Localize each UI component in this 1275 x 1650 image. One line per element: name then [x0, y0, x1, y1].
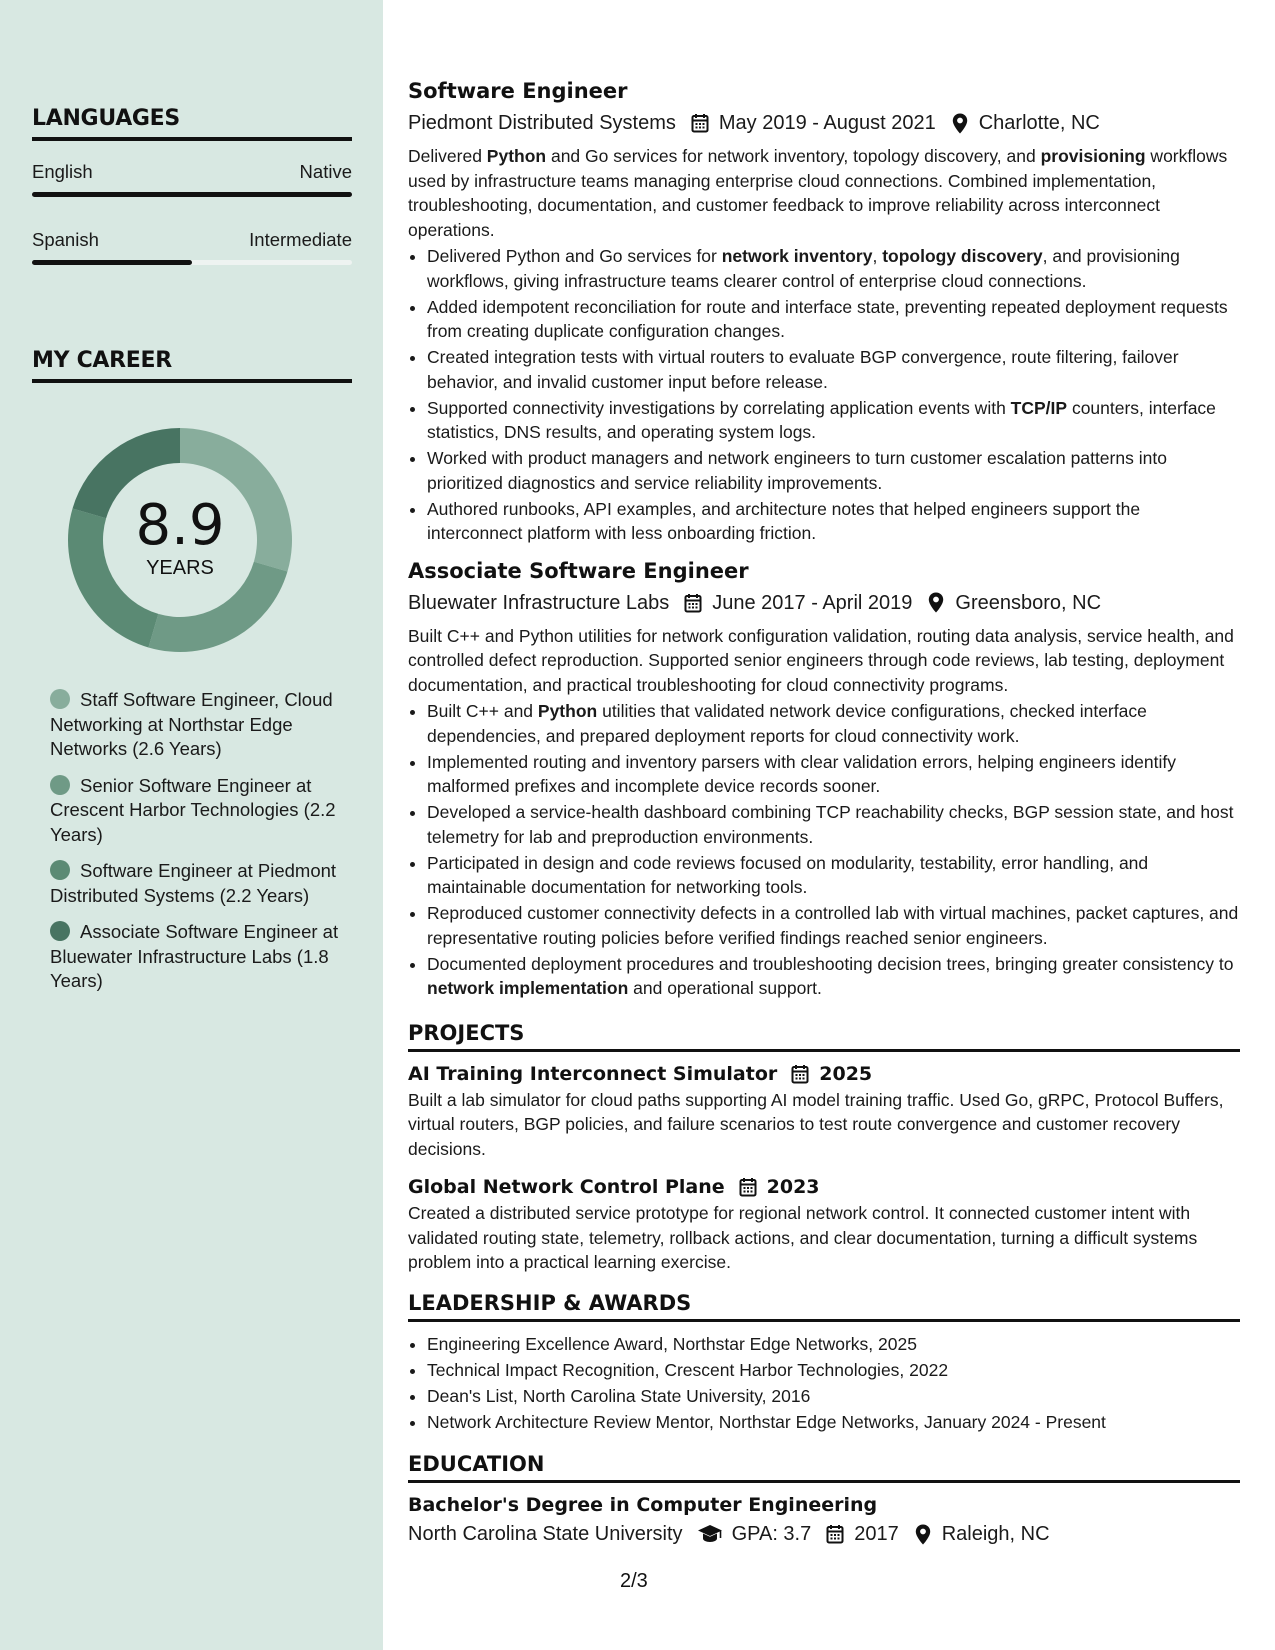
project-year: 2023: [766, 1176, 820, 1198]
job-location: Charlotte, NC: [978, 112, 1100, 134]
language-level: Native: [299, 161, 352, 182]
career-legend-text: Senior Software Engineer at Crescent Harbor Technologies (2.2 Years): [50, 774, 336, 845]
legend-dot-icon: [50, 921, 70, 941]
graduation-cap-icon: [697, 1523, 723, 1545]
job-bullet: • Added idempotent reconciliation for route and interface state, preventing repeated deployment requests from creating duplicate configuration changes.: [427, 295, 1240, 344]
language-proficiency-fill: [32, 260, 192, 265]
language-proficiency-bar: [32, 260, 352, 265]
leadership-item: • Network Architecture Review Mentor, Northstar Edge Networks, January 2024 - Present: [427, 1410, 1240, 1435]
job-bullet: • Created integration tests with virtual routers to evaluate BGP convergence, route filtering, failover behavior, and invalid customer input before release.: [427, 345, 1240, 394]
education-entry: [408, 1491, 1240, 1549]
project-title: AI Training Interconnect Simulator: [408, 1062, 778, 1085]
calendar-icon: [690, 112, 710, 134]
job-bullet: • Authored runbooks, API examples, and architecture notes that helped engineers support the interconnect platform with less onboarding friction.: [427, 497, 1240, 546]
career-section: [32, 348, 352, 383]
project-description: Built a lab simulator for cloud paths supporting AI model training traffic. Used Go, gRPC, Protocol Buffers, virtual routers, BGP policies, and failure scenarios to test route convergence and customer recovery decisions.: [408, 1089, 1224, 1159]
map-pin-icon: [913, 1523, 933, 1545]
job-bullet: • Supported connectivity investigations by correlating application events with TCP/IP counters, interface statistics, DNS results, and operating system logs.: [427, 396, 1240, 445]
project-description: Created a distributed service prototype for regional network control. It connected customer intent with validated routing state, telemetry, rollback actions, and clear documentation, turning a difficult systems problem into a practical learning exercise.: [408, 1203, 1198, 1272]
project-year: 2025: [819, 1062, 873, 1085]
calendar-icon: [791, 1063, 811, 1085]
job-bullet: • Documented deployment procedures and troubleshooting decision trees, bringing greater consistency to network implementation and operational support.: [427, 952, 1240, 1001]
project-entry: [408, 1173, 1240, 1275]
job-bullet: • Delivered Python and Go services for network inventory, topology discovery, and provisioning workflows, giving infrastructure teams clearer control of enterprise cloud connections.: [427, 244, 1240, 293]
job-bullet: • Built C++ and Python utilities that validated network device configurations, checked interface dependencies, and prepared deployment reports for cloud connectivity work.: [427, 699, 1240, 748]
job-bullet: • Reproduced customer connectivity defects in a controlled lab with virtual machines, packet captures, and representative routing policies before verified findings reached senior engineers.: [427, 901, 1240, 950]
language-item: [32, 161, 352, 197]
calendar-icon: [683, 592, 703, 614]
leadership-item: • Technical Impact Recognition, Crescent Harbor Technologies, 2022: [427, 1358, 1240, 1383]
job-meta: [408, 588, 1240, 618]
job-bullet: • Worked with product managers and network engineers to turn customer escalation patterns into prioritized diagnostics and service reliability improvements.: [427, 446, 1240, 495]
job-title: Software Engineer: [408, 79, 628, 103]
map-pin-icon: [950, 112, 970, 134]
career-legend-text: Software Engineer at Piedmont Distributed Systems (2.2 Years): [50, 860, 337, 906]
career-legend-item: [50, 920, 350, 994]
project-title: Global Network Control Plane: [408, 1176, 725, 1198]
language-name: Spanish: [32, 229, 99, 250]
calendar-icon: [739, 1176, 759, 1198]
language-proficiency-fill: [32, 192, 352, 197]
education-heading: EDUCATION: [408, 1452, 1240, 1483]
company-name: Bluewater Infrastructure Labs: [408, 591, 670, 614]
experience-entry: [408, 76, 1240, 546]
language-level: Intermediate: [249, 229, 352, 250]
career-legend-text: Associate Software Engineer at Bluewater Infrastructure Labs (1.8 Years): [50, 921, 339, 991]
career-legend-item: [50, 688, 350, 762]
career-donut-chart: [66, 426, 294, 654]
sidebar: [0, 0, 383, 1650]
experience-entry: [408, 556, 1240, 1001]
career-total-years: 8.9: [135, 492, 225, 558]
education-year: 2017: [854, 1523, 899, 1545]
career-legend-text: Staff Software Engineer, Cloud Networking at Northstar Edge Networks (2.6 Years): [50, 689, 333, 759]
project-entry: [408, 1060, 1240, 1162]
main-content: [408, 76, 1240, 1549]
calendar-icon: [825, 1523, 845, 1545]
school-name: North Carolina State University: [408, 1523, 683, 1545]
job-dates: June 2017 - April 2019: [712, 591, 913, 614]
languages-heading: LANGUAGES: [32, 106, 352, 141]
legend-dot-icon: [50, 689, 70, 709]
job-bullets: [408, 699, 1240, 1001]
languages-section: [32, 106, 352, 265]
job-bullet: • Participated in design and code reviews focused on modularity, testability, error handling, and maintainable documentation for networking tools.: [427, 851, 1240, 900]
legend-dot-icon: [50, 860, 70, 880]
career-legend: [50, 688, 350, 1006]
job-location: Greensboro, NC: [955, 591, 1102, 614]
language-item: [32, 229, 352, 265]
legend-dot-icon: [50, 775, 70, 795]
degree-title: [408, 1491, 1240, 1519]
map-pin-icon: [926, 592, 946, 614]
degree-name: Bachelor's Degree in Computer Engineering: [408, 1494, 878, 1516]
job-summary: Delivered Python and Go services for network inventory, topology discovery, and provisioning workflows used by infrastructure teams managing enterprise cloud connections. Combined implementation, troubleshooting, documentation, and customer feedback to improve reliability across interconnect operations.: [408, 146, 1228, 240]
career-heading: MY CAREER: [32, 348, 352, 383]
language-name: English: [32, 161, 93, 182]
leadership-item: • Dean's List, North Carolina State University, 2016: [427, 1384, 1240, 1409]
job-meta: [408, 108, 1240, 138]
job-title: Associate Software Engineer: [408, 558, 749, 583]
education-meta: [408, 1519, 1240, 1549]
leadership-item: • Engineering Excellence Award, Northstar Edge Networks, 2025: [427, 1332, 1240, 1357]
job-dates: May 2019 - August 2021: [718, 112, 936, 134]
education-gpa: GPA: 3.7: [731, 1523, 812, 1545]
career-legend-item: [50, 774, 350, 848]
language-proficiency-bar: [32, 192, 352, 197]
career-years-label: YEARS: [146, 556, 214, 579]
leadership-heading: LEADERSHIP & AWARDS: [408, 1291, 1240, 1322]
page-number: 2/3: [620, 1570, 648, 1592]
company-name: Piedmont Distributed Systems: [408, 112, 676, 134]
job-bullet: • Developed a service-health dashboard combining TCP reachability checks, BGP session state, and host telemetry for lab and preproduction environments.: [427, 800, 1240, 849]
job-summary: Built C++ and Python utilities for network configuration validation, routing data analysis, service health, and controlled defect reproduction. Supported senior engineers through code reviews, lab testing, deployment documentation, and practical troubleshooting for cloud connectivity programs.: [408, 625, 1234, 695]
career-legend-item: [50, 859, 350, 908]
leadership-list: [408, 1332, 1240, 1435]
education-location: Raleigh, NC: [941, 1523, 1050, 1545]
job-bullets: [408, 244, 1240, 546]
projects-heading: PROJECTS: [408, 1021, 1240, 1052]
job-bullet: • Implemented routing and inventory parsers with clear validation errors, helping engineers identify malformed prefixes and incomplete device records sooner.: [427, 750, 1240, 799]
